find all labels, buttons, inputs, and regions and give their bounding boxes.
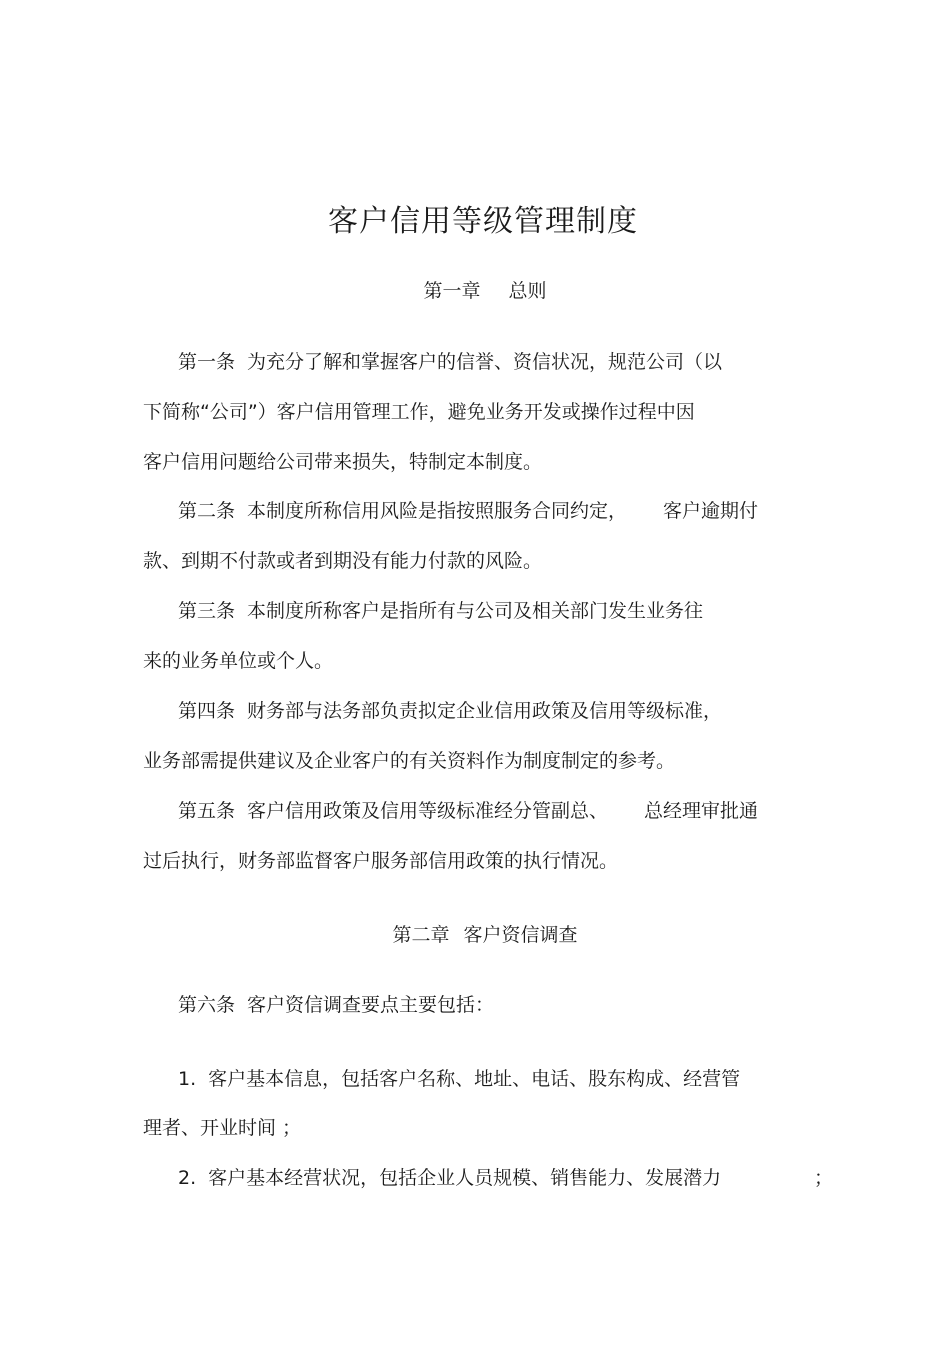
article-text: 财务部与法务部负责拟定企业信用政策及信用等级标准， xyxy=(247,700,723,722)
article-3-line-2: 来的业务单位或个人。 xyxy=(143,650,334,672)
item-number: 2. xyxy=(178,1167,197,1189)
item-2-tail: ； xyxy=(814,1167,834,1189)
article-5-line-1 xyxy=(178,799,758,823)
chapter-heading-1 xyxy=(0,276,950,303)
article-5-line-2: 过后执行，财务部监督客户服务部信用政策的执行情况。 xyxy=(143,850,619,872)
article-text: 客户信用政策及信用等级标准经分管副总、 xyxy=(247,800,609,822)
article-label: 第一条 xyxy=(178,351,236,373)
article-2-line-1 xyxy=(178,499,758,523)
article-text: 本制度所称客户是指所有与公司及相关部门发生业务往 xyxy=(247,600,704,622)
article-text: 本制度所称信用风险是指按照服务合同约定， xyxy=(247,500,628,522)
chapter-name: 客户资信调查 xyxy=(463,924,578,946)
document-title: 客户信用等级管理制度 xyxy=(328,204,638,239)
article-label: 第二条 xyxy=(178,500,236,522)
item-1-line-2: 理者、开业时间 ； xyxy=(143,1117,302,1139)
chapter-label: 第一章 xyxy=(423,280,481,302)
article-label: 第四条 xyxy=(178,700,236,722)
article-1-line-2: 下简称“公司”）客户信用管理工作，避免业务开发或操作过程中因 xyxy=(143,401,695,423)
article-4-line-1 xyxy=(178,699,722,723)
article-4-line-2: 业务部需提供建议及企业客户的有关资料作为制度制定的参考。 xyxy=(143,750,676,772)
chapter-heading-2 xyxy=(0,920,950,947)
article-label: 第三条 xyxy=(178,600,236,622)
article-1-line-1 xyxy=(178,350,722,374)
article-text: 为充分了解和掌握客户的信誉、资信状况，规范公司（以 xyxy=(247,351,723,373)
item-number: 1. xyxy=(178,1068,197,1090)
article-label: 第五条 xyxy=(178,800,236,822)
article-3-line-1 xyxy=(178,599,703,623)
article-6-line-1 xyxy=(178,993,494,1017)
item-1-line-1 xyxy=(178,1067,740,1091)
article-text: 客户资信调查要点主要包括： xyxy=(247,994,495,1016)
chapter-name: 总则 xyxy=(508,280,547,302)
article-text-continued: 客户逾期付 xyxy=(663,500,759,522)
article-label: 第六条 xyxy=(178,994,236,1016)
article-text-continued: 总经理审批通 xyxy=(644,800,759,822)
item-2-line-1 xyxy=(178,1166,721,1190)
chapter-label: 第二章 xyxy=(392,924,450,946)
article-2-line-2: 款、到期不付款或者到期没有能力付款的风险。 xyxy=(143,550,543,572)
item-text: 客户基本信息，包括客户名称、地址、电话、股东构成、经营管 xyxy=(208,1068,741,1090)
article-1-line-3: 客户信用问题给公司带来损失，特制定本制度。 xyxy=(143,451,543,473)
item-text: 客户基本经营状况，包括企业人员规模、销售能力、发展潜力 xyxy=(208,1167,722,1189)
